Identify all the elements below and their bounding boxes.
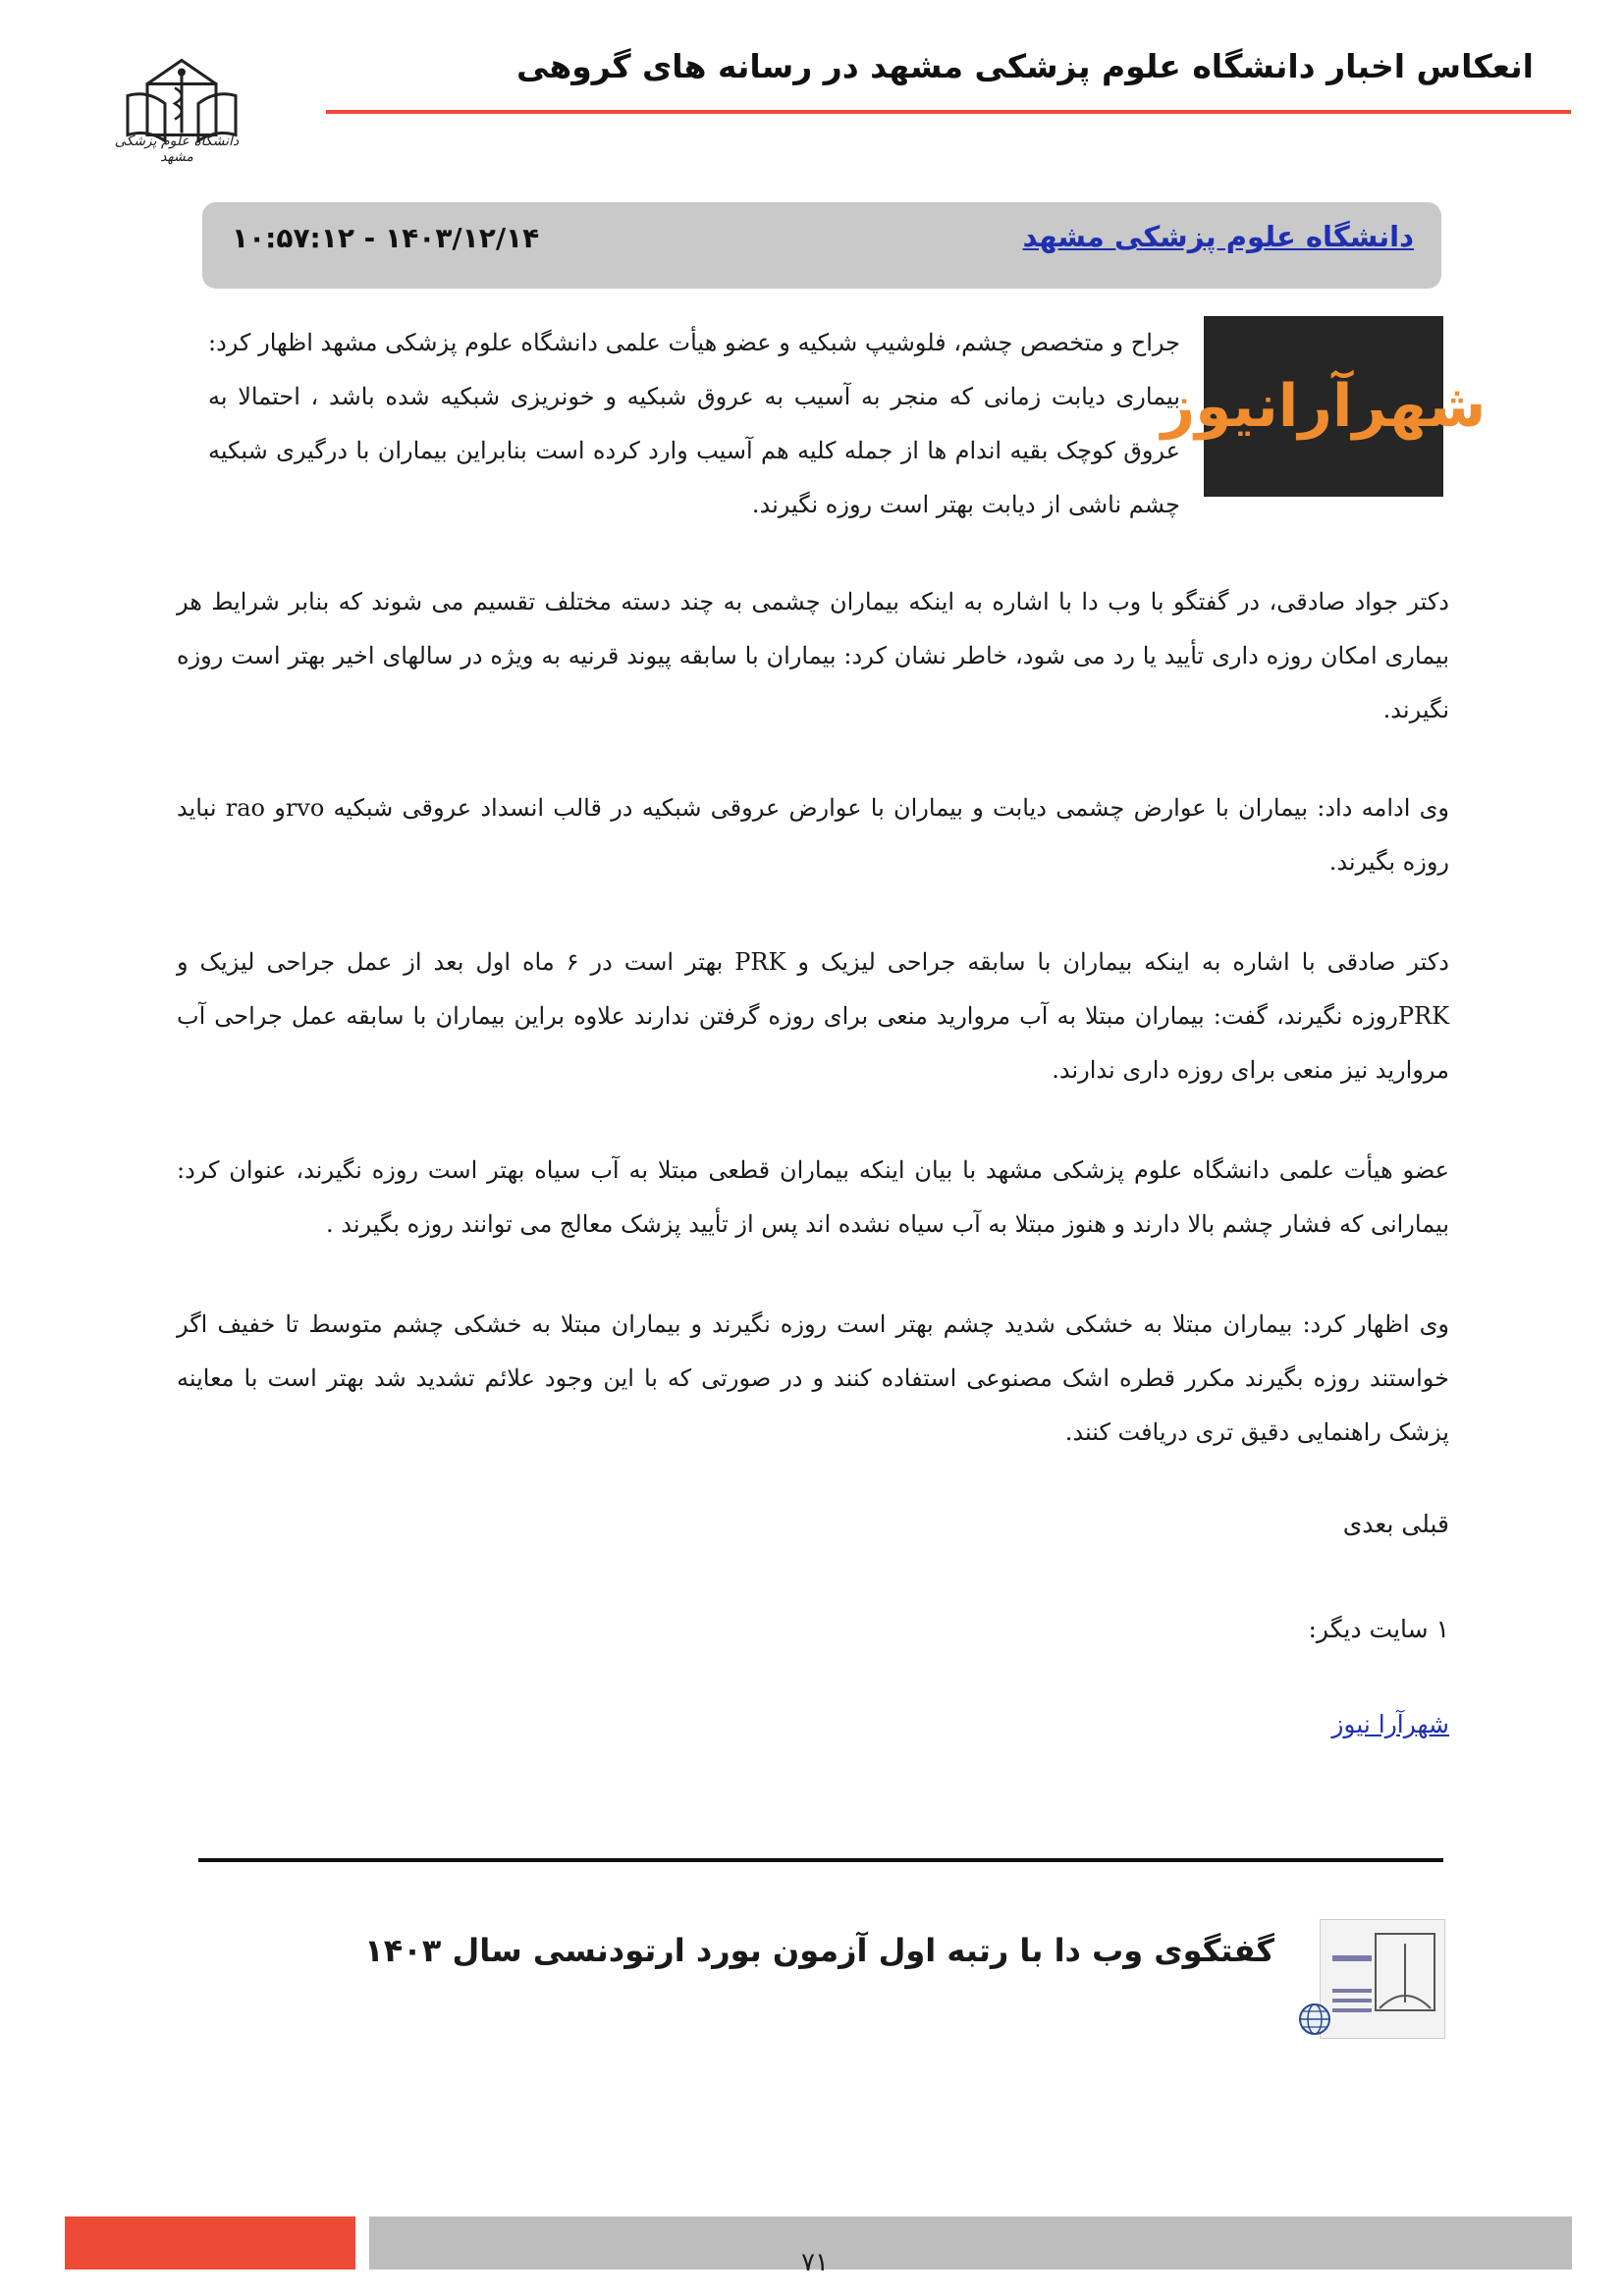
article-paragraph: دکتر صادقی با اشاره به اینکه بیماران با سابقه جراحی لیزیک و PRK بهتر است در ۶ ماه اول بعد از عمل جراحی لیزیک و PRKروزه نگیرند، گفت: بیماران مبتلا به آب مروارید منعی برای روزه گرفتن ندارند علاوه براین بیماران با سابقه عمل جراحی آب مروارید نیز منعی برای روزه داری ندارند. xyxy=(177,948,1449,1084)
article-lead: جراح و متخصص چشم، فلوشیپ شبکیه و عضو هیأت علمی دانشگاه علوم پزشکی مشهد اظهار کرد: بیماری دیابت زمانی که منجر به آسیب به عروق شبکیه و خونریزی شبکیه شده باشد ، احتمالا به عروق کوچک بقیه اندام ها از جمله کلیه هم آسیب وارد کرده است بنابراین بیماران با درگیری شبکیه چشم ناشی از دیابت بهتر است روزه نگیرند. xyxy=(208,329,1180,518)
other-site-link[interactable]: شهرآرا نیوز xyxy=(1331,1710,1449,1738)
next-item-thumbnail[interactable] xyxy=(1320,1919,1445,2039)
source-box xyxy=(202,202,1441,289)
footer-gray-bar xyxy=(369,2216,1572,2269)
logo-caption: دانشگاه علوم پزشکی مشهد xyxy=(114,133,240,165)
prev-next-nav[interactable]: قبلی بعدی xyxy=(1342,1510,1449,1538)
other-sites-label: ۱ سایت دیگر: xyxy=(1308,1615,1449,1643)
news-thumbnail[interactable] xyxy=(1161,316,1487,497)
thumbnail-logo-text: شهرآرانیوز xyxy=(1161,372,1487,441)
page-number: ۷۱ xyxy=(801,2248,829,2277)
article-paragraph: وی اظهار کرد: بیماران مبتلا به خشکی شدید چشم بهتر است روزه نگیرند و بیماران مبتلا به خشکی چشم متوسط تا خفیف اگر خواستند روزه بگیرند مکرر قطره اشک مصنوعی استفاده کنند و در صورتی که با این وجود علائم تشدید شد بهتر است با معاینه پزشک راهنمایی دقیق تری دریافت کنند. xyxy=(177,1310,1449,1446)
globe-icon xyxy=(1298,2002,1331,2036)
article-paragraph: دکتر جواد صادقی، در گفتگو با وب دا با اشاره به اینکه بیماران چشمی به چند دسته مختلف تقسیم می شوند که بنابر شرایط هر بیماری امکان روزه داری تأیید یا رد می شود، خاطر نشان کرد: بیماران با سابقه پیوند قرنیه به ویژه در سالهای اخیر بهتر است روزه نگیرند. xyxy=(177,588,1449,723)
article-paragraph: وی ادامه داد: بیماران با عوارض چشمی دیابت و بیماران با عوارض عروقی شبکیه در قالب انسداد عروقی شبکیه rvoو rao نباید روزه بگیرند. xyxy=(177,794,1449,876)
page-header-title: انعکاس اخبار دانشگاه علوم پزشکی مشهد در رسانه های گروهی xyxy=(516,47,1534,85)
section-divider xyxy=(198,1858,1443,1862)
footer-red-bar xyxy=(65,2216,355,2269)
header-rule xyxy=(326,110,1571,114)
next-item-title[interactable]: گفتگوی وب دا با رتبه اول آزمون بورد ارتودنسی سال ۱۴۰۳ xyxy=(364,1932,1274,1969)
source-link[interactable]: دانشگاه علوم پزشکی مشهد xyxy=(1022,220,1414,253)
source-datetime: ۱۰:۵۷:۱۲ - ۱۴۰۳/۱۲/۱۴ xyxy=(232,222,540,254)
article-paragraph: عضو هیأت علمی دانشگاه علوم پزشکی مشهد با بیان اینکه بیماران قطعی مبتلا به آب سیاه بهتر است روزه نگیرند، عنوان کرد: بیمارانی که فشار چشم بالا دارند و هنوز مبتلا به آب سیاه نشده اند پس از تأیید پزشک معالج می توانند روزه بگیرند . xyxy=(177,1156,1449,1238)
